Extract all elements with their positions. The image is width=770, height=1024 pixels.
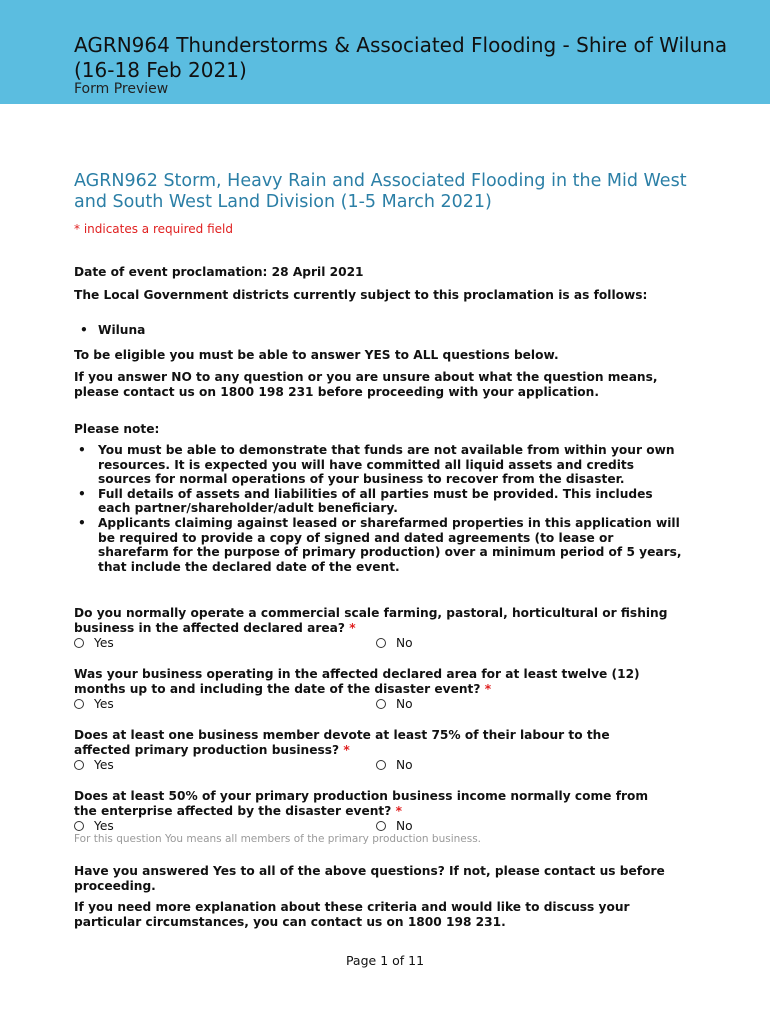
district-list <box>74 323 704 338</box>
radio-circle-icon <box>74 760 84 770</box>
q1-no-radio[interactable] <box>376 636 413 650</box>
document-title: AGRN964 Thunderstorms & Associated Flooding - Shire of Wiluna (16-18 Feb 2021) <box>74 33 728 82</box>
answered-yes-note: Have you answered Yes to all of the above questions? If not, please contact us before proceeding. <box>74 864 665 893</box>
question-hint: For this question You means all members of the primary production business. <box>74 833 482 845</box>
header-banner <box>0 0 770 104</box>
required-mark: * <box>343 742 350 757</box>
radio-label: Yes <box>94 758 114 772</box>
question-text: Do you normally operate a commercial scale farming, pastoral, horticultural or fishing business in the affected declared area? <box>74 606 668 635</box>
radio-circle-icon <box>376 821 386 831</box>
radio-circle-icon <box>74 699 84 709</box>
question-text: Was your business operating in the affected declared area for at least twelve (12) months up to and including the date of the disaster event? <box>74 667 640 696</box>
question-2 <box>74 667 694 696</box>
question-3 <box>74 728 664 757</box>
q2-yes-radio[interactable] <box>74 697 114 711</box>
proclamation-date: Date of event proclamation: 28 April 2021 <box>74 265 364 279</box>
question-text: Does at least 50% of your primary production business income normally come from the enterprise affected by the disaster event? <box>74 789 649 818</box>
radio-label: Yes <box>94 697 114 711</box>
question-4 <box>74 789 664 818</box>
more-info-note: If you need more explanation about these criteria and would like to discuss your particular circumstances, you can contact us on 1800 198 231. <box>74 900 630 929</box>
radio-label: Yes <box>94 636 114 650</box>
contact-note: If you answer NO to any question or you are unsure about what the question means, please contact us on 1800 198 231 before proceeding with your application. <box>74 370 658 399</box>
q3-no-radio[interactable] <box>376 758 413 772</box>
districts-intro: The Local Government districts currently subject to this proclamation is as follows: <box>74 288 648 302</box>
q1-yes-radio[interactable] <box>74 636 114 650</box>
q2-no-radio[interactable] <box>376 697 413 711</box>
radio-circle-icon <box>376 760 386 770</box>
page-number: Page 1 of 11 <box>345 953 425 968</box>
eligibility-statement: To be eligible you must be able to answer YES to ALL questions below. <box>74 348 559 362</box>
radio-circle-icon <box>376 638 386 648</box>
required-mark: * <box>349 620 356 635</box>
note-item: • Full details of assets and liabilities of all parties must be provided. This includes each partner/shareholder/adult beneficiary. <box>74 487 684 516</box>
note-item: • Applicants claiming against leased or sharefarmed properties in this application will be required to provide a copy of signed and dated agreements (to lease or sharefarm for the purpose of primary production) over a minimum period of 5 years, that include the declared date of the event. <box>74 516 684 574</box>
form-preview-label: Form Preview <box>74 81 169 97</box>
district-item: • Wiluna <box>74 323 704 338</box>
question-text: Does at least one business member devote at least 75% of their labour to the affected primary production business? <box>74 728 610 757</box>
radio-label: No <box>396 819 413 833</box>
please-note-heading: Please note: <box>74 422 160 436</box>
required-mark: * <box>484 681 492 696</box>
radio-circle-icon <box>376 699 386 709</box>
radio-label: No <box>396 758 413 772</box>
form-title: AGRN962 Storm, Heavy Rain and Associated Flooding in the Mid West and South West Land Division (1-5 March 2021) <box>74 171 687 212</box>
radio-label: No <box>396 697 413 711</box>
required-field-note: * indicates a required field <box>74 222 233 236</box>
q3-yes-radio[interactable] <box>74 758 114 772</box>
notes-list <box>74 443 684 574</box>
radio-label: No <box>396 636 413 650</box>
radio-circle-icon <box>74 821 84 831</box>
q4-no-radio[interactable] <box>376 819 413 833</box>
note-item: • You must be able to demonstrate that funds are not available from within your own resources. It is expected you will have committed all liquid assets and credits sources for normal operations of your business to recover from the disaster. <box>74 443 684 487</box>
required-mark: * <box>395 803 402 818</box>
question-1 <box>74 606 674 635</box>
radio-label: Yes <box>94 819 114 833</box>
q4-yes-radio[interactable] <box>74 819 114 833</box>
radio-circle-icon <box>74 638 84 648</box>
